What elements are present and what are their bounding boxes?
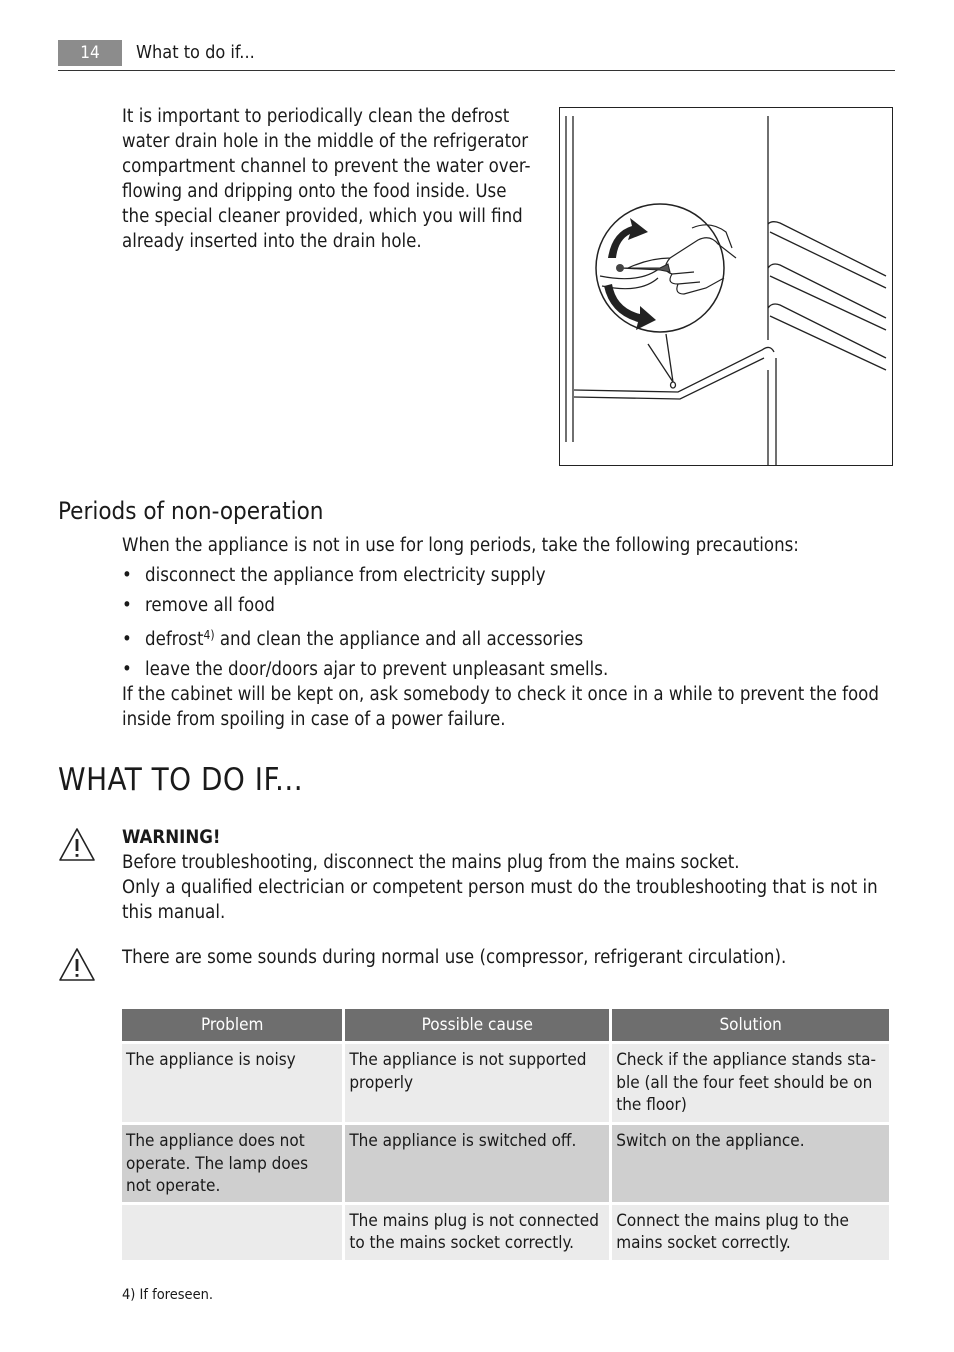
warning-title: WARNING! [122,827,221,848]
problem-cell: The appliance does not operate. The lamp does not operate. [122,1125,342,1202]
bullet-icon: • [122,629,132,650]
drain-cleaner-drawing [560,108,892,465]
precaution-item [122,593,275,618]
intro-line: compartment channel to prevent the water over- [122,156,531,177]
intro-paragraph [122,104,542,254]
intro-line: the special cleaner provided, which you will find [122,206,523,227]
precaution-text: leave the door/doors ajar to prevent unpleasant smells. [145,659,609,680]
warning-triangle-icon [58,827,96,863]
precaution-item [122,627,583,652]
warning-triangle-icon [58,947,96,983]
non-operation-lead: When the appliance is not in use for long periods, take the following precautions: [122,535,799,556]
chapter-heading-what-to-do-if: WHAT TO DO IF... [58,762,304,798]
intro-line: flowing and dripping onto the food inside. Use [122,181,507,202]
warning-block [122,825,897,925]
precaution-text: remove all food [145,595,275,616]
solution-cell: Connect the mains plug to the mains socket correctly. [612,1205,889,1260]
problem-cell: The appliance is noisy [122,1044,342,1122]
footnote: 4) If foreseen. [122,1287,214,1303]
note-line: If the cabinet will be kept on, ask somebody to check it once in a while to prevent the food [122,684,879,705]
precaution-item [122,657,608,682]
cause-cell: The mains plug is not connected to the mains socket correctly. [345,1205,609,1260]
intro-line: already inserted into the drain hole. [122,231,422,252]
normal-sounds-note: There are some sounds during normal use (compressor, refrigerant circulation). [122,947,787,968]
cause-cell: The appliance is switched off. [345,1125,609,1202]
cabinet-kept-on-note [122,682,897,732]
page-number: 14 [58,40,122,66]
drain-hole-illustration [559,107,893,466]
running-header-title: What to do if... [136,42,255,63]
table-row [122,1205,889,1260]
solution-cell: Check if the appliance stands sta- ble (all the four feet should be on the floor) [612,1044,889,1122]
warning-line: this manual. [122,902,226,923]
warning-line: Before troubleshooting, disconnect the mains plug from the mains socket. [122,852,740,873]
precaution-text-rest: and clean the appliance and all accessories [214,629,584,650]
solution-cell: Switch on the appliance. [612,1125,889,1202]
bullet-icon: • [122,659,132,680]
precaution-item [122,563,546,588]
precaution-text: defrost [145,629,204,650]
bullet-icon: • [122,565,132,586]
column-header-cause: Possible cause [345,1009,609,1041]
section-heading-non-operation: Periods of non-operation [58,497,324,525]
troubleshooting-table [119,1006,892,1263]
table-row [122,1044,889,1122]
precaution-text: disconnect the appliance from electricity supply [145,565,546,586]
warning-line: Only a qualified electrician or competent person must do the troubleshooting that is not in [122,877,878,898]
bullet-icon: • [122,595,132,616]
table-header-row [122,1009,889,1041]
column-header-solution: Solution [612,1009,889,1041]
problem-cell [122,1205,342,1260]
intro-line: water drain hole in the middle of the refrigerator [122,131,529,152]
header-rule [58,70,895,71]
intro-line: It is important to periodically clean the defrost [122,106,510,127]
footnote-reference: 4) [203,628,215,642]
column-header-problem: Problem [122,1009,342,1041]
table-row [122,1125,889,1202]
note-line: inside from spoiling in case of a power failure. [122,709,506,730]
cause-cell: The appliance is not supported properly [345,1044,609,1122]
